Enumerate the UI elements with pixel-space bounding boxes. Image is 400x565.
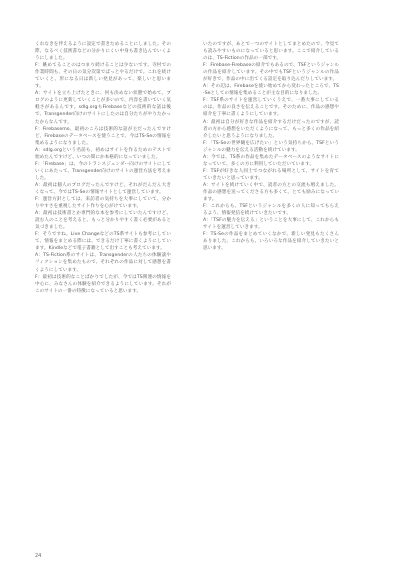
paragraph: A：TS-Fiction系のサイトは、Transgenderの人たちの体験談やフィクションを集めたもので、それぞれの作品に対して感想を書くようにしています。 xyxy=(35,253,171,273)
paragraph: A：その辺は、Firebaseを使い始めてから変わったところで、TS-Seとしての情報を集めることが主な目的になりました。 xyxy=(203,84,339,97)
paragraph: F：そうですね。Live ChangeなどのTS系サイトも参考にしていて、情報をまとめる際には、できるだけ丁寧に書くようにしています。Kindleなどで電子書籍として出すことも考えています。 xyxy=(35,232,171,252)
paragraph: A：サイトを続けていく中で、読者の方との交流も増えました。作品の感想を送ってくださる方も多くて、とても励みになっています。 xyxy=(203,182,339,203)
paragraph: F：TSF系のサイトを運営していくうえで、一番大事にしているのは、作品の良さを伝えることです。そのために、作品の感想や紹介を丁寧に書くようにしています。 xyxy=(203,98,339,118)
paragraph: F：「TS-Seの世界観を広げたい」という気持ちから、TSFというジャンルの魅力を伝える活動を続けています。 xyxy=(203,140,339,153)
paragraph: A：最初は技術書とか専門的な本を参考にしていたんですけど、読む人のことを考えると、もっと分かりやすく書く必要があると気づきました。 xyxy=(35,211,171,231)
paragraph: F：Firebase-Firebaseの紹介でもあるので、TSFというジャンルの作品を紹介しています。その中でもTSFというジャンルの作品が好きで、作品の中に出てくる設定を取り込んだりしています。 xyxy=(203,63,339,83)
page-number: 24 xyxy=(35,553,42,559)
paragraph: A：サイトを立ち上げたときに、何も決めない状態で始めて、ブログのように更新していくことが多いので、内容を書いていく気軽さがあるんです。sdlg.orgもFirebaseなどの技術的な話は後で、Transgender向けのサイトにしたのは自分たちがやりたかったからなんです。 xyxy=(35,91,171,125)
paragraph: F：TS-Seの作品をまとめていくなかで、新しい発見もたくさんありました。これからも、いろいろな作品を紹介していきたいと思います。 xyxy=(203,232,339,252)
left-text-column xyxy=(35,41,171,547)
paragraph: F：「Firebase」は、今のトランスジェンダー向けのサイトにしていくにあたって、Transgender向けのサイトの運営方法を考えました。 xyxy=(35,161,171,181)
paragraph: A：「TSFの魅力を伝える」ということを大事にして、これからもサイトを運営していきます。 xyxy=(203,218,339,231)
paragraph: くれなきを伴えるように設定で書きためることにしました。その際、なるべく技術書などの分かりにくい中身も書き込んでいくようにしました。 xyxy=(35,42,171,62)
paragraph: A：最初は個人のブログだったんですけど、それがだんだん大きくなって、今ではTS-Seの情報サイトとして運営しています。 xyxy=(35,182,171,195)
paragraph: F：Firebasemo、最初のころは技術的な話が主だったんですけど、Firebaseのデータベースを使うことで、今はTS-Seの情報を集めるようになりました。 xyxy=(35,126,171,146)
right-text-column xyxy=(203,41,339,501)
paragraph: A：sdlg.orgという名前も、初めはサイトを作るためのテストで始めたんですけど、いつの間にか本格的になっていました。 xyxy=(35,147,171,160)
paragraph: F：最初は技術的なことばかりでしたが、今ではTS関連の情報を中心に、みなさんの体験を紹介できるようにしています。それがこのサイトの一番の特徴になっていると思います。 xyxy=(35,274,171,294)
paragraph: F：眺めてることのはつまり続けることは少ないです。寺村での作業時間も、その日の気分次第でぱっとやるだけで。これを続けていくと、形になる日は新しい発見があって、楽しいと思います。 xyxy=(35,63,171,90)
paragraph: いたのですが、あとで一つのサイトとしてまとめたので、今見ても読みやすいものになっていると思います。ここで紹介しているのは、TS-Fictionの作品の一部です。 xyxy=(203,42,339,62)
paragraph: F：TSFが好きな人同士でつながれる場所として、サイトを育てていきたいと思っています。 xyxy=(203,168,339,181)
paragraph: A：今では、TS系の作品を集めたデータベースのようなサイトになっていて、多くの方に利用していただいています。 xyxy=(203,154,339,167)
paragraph: A：最初は自分が好きな作品を紹介するだけだったのですが、読者の方から感想をいただくようになって、もっと多くの作品を紹介したいと思うようになりました。 xyxy=(203,119,339,139)
paragraph: F：運営方針としては、来訪者の気持ちを大事にしていて、分かりやすさを重視したサイト作りを心がけています。 xyxy=(35,197,171,210)
paragraph: F：これからも、TSFというジャンルを多くの人に知ってもらえるよう、情報発信を続けていきたいです。 xyxy=(203,204,339,217)
